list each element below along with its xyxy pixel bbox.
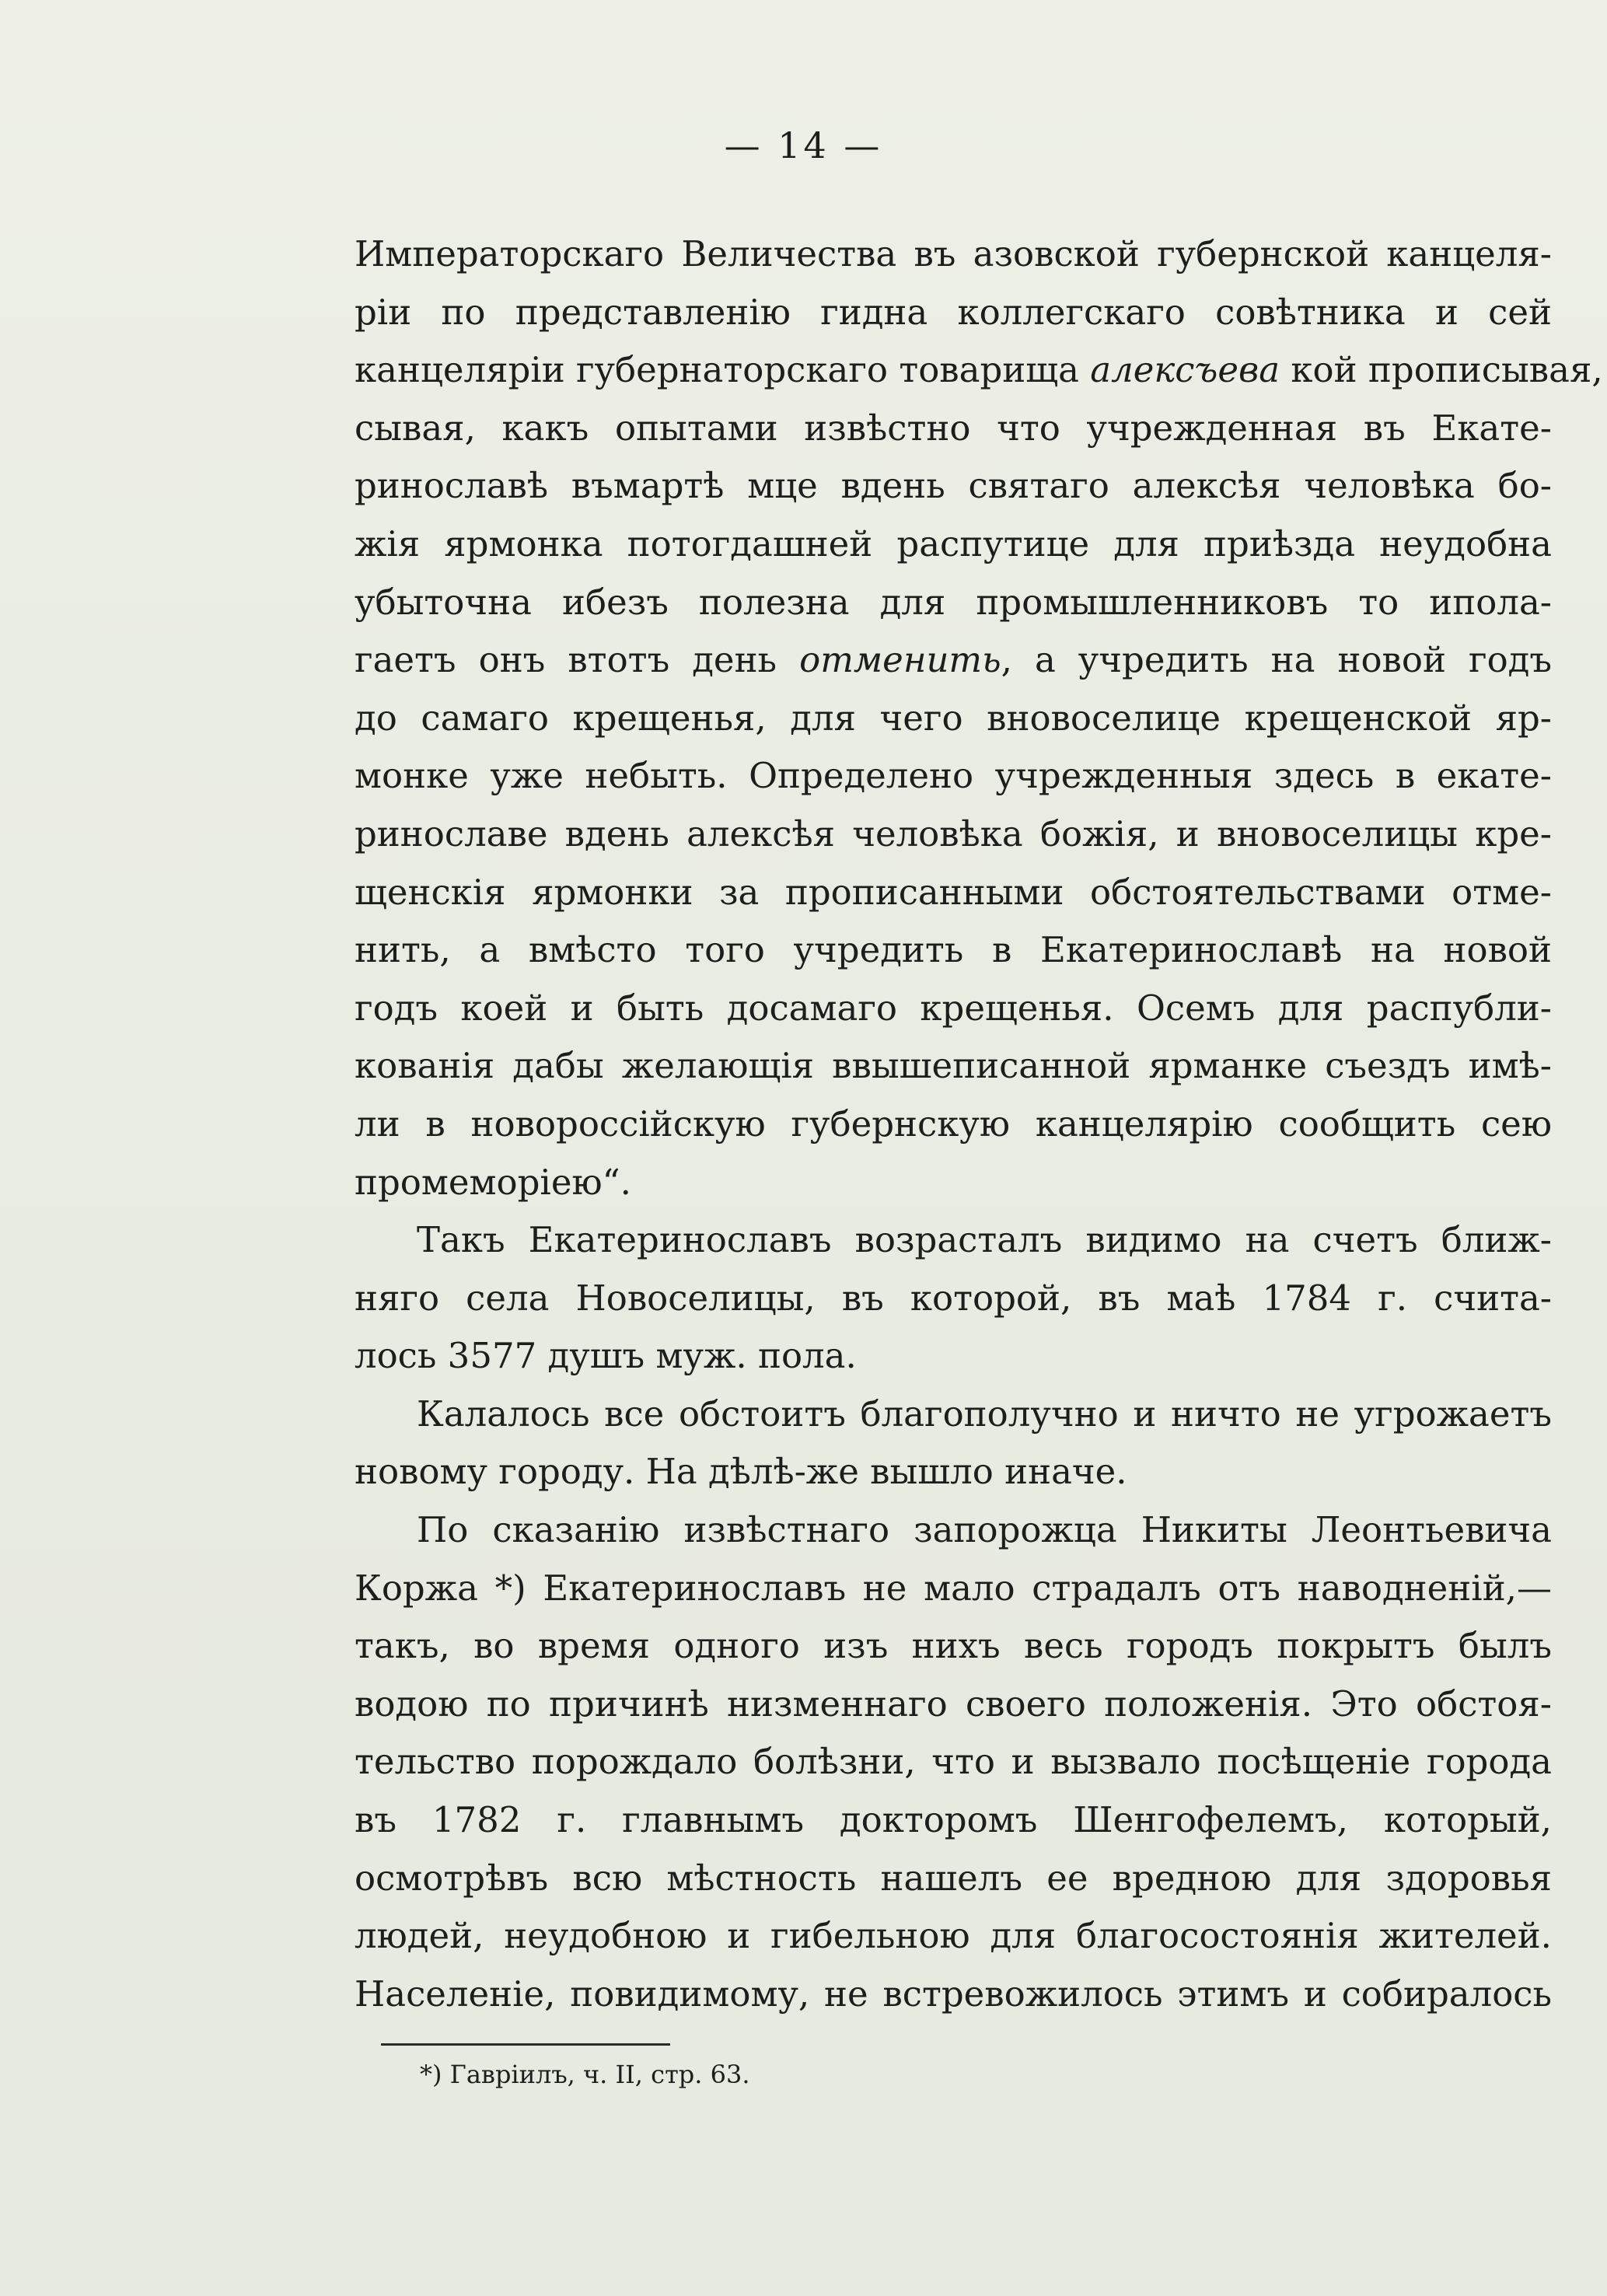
body-text	[355, 225, 1603, 2023]
text-line: ринославе вдень алексѣя человѣка божія, и вновоселицы кре-	[355, 813, 1552, 854]
text-line: ринославѣ въмартѣ мце вдень святаго алексѣя человѣка бо-	[355, 465, 1552, 507]
text-line: Императорскаго Величества въ азовской губернской канцеля-	[355, 233, 1552, 274]
text-line: людей, неудобною и гибельною для благосостоянія жителей.	[355, 1915, 1552, 1957]
text-line: По сказанію извѣстнаго запорожца Никиты Леонтьевича	[417, 1509, 1552, 1551]
text-line	[355, 341, 1603, 400]
footnote: *) Гавріилъ, ч. II, стр. 63.	[420, 2060, 750, 2089]
italic-span: отменить	[799, 639, 1001, 681]
page-number: — 14 —	[724, 124, 883, 166]
text-line: до самаго крещенья, для чего вновоселице крещенской яр-	[355, 697, 1552, 739]
text-line: промеморіею“.	[355, 1161, 631, 1203]
text-line: ріи по представленію гидна коллегскаго совѣтника и сей	[355, 291, 1552, 333]
italic-span: алексъева	[1090, 349, 1280, 391]
text-line: осмотрѣвъ всю мѣстность нашелъ ее вредною для здоровья	[355, 1857, 1552, 1899]
text-line: монке уже небыть. Определено учрежденныя здесь в екате-	[355, 755, 1552, 797]
text-line: такъ, во время одного изъ нихъ весь городъ покрытъ былъ	[355, 1625, 1552, 1667]
text-line: Калалось все обстоитъ благополучно и ничто не угрожаетъ	[417, 1393, 1552, 1435]
text-line: Коржа *) Екатеринославъ не мало страдалъ отъ наводненій,—	[355, 1567, 1552, 1609]
text-line: убыточна ибезъ полезна для промышленниковъ то иполa-	[355, 581, 1552, 623]
text-line: нить, а вмѣсто того учредить в Екатеринославѣ на новой	[355, 929, 1552, 971]
text-line: водою по причинѣ низменнаго своего положенія. Это обстоя-	[355, 1683, 1552, 1725]
text-span: , а учредить на новой годъ	[1001, 639, 1553, 681]
text-line: новому городу. На дѣлѣ-же вышло иначе.	[355, 1451, 1127, 1493]
text-line: кованія дабы желающія ввышеписанной ярманке съездъ имѣ-	[355, 1045, 1552, 1087]
text-line: въ 1782 г. главнымъ докторомъ Шенгофелемъ, который,	[355, 1799, 1552, 1841]
text-span: кой прописывая,	[1280, 349, 1603, 391]
text-line: годъ коей и быть досамаго крещенья. Осемъ для распубли-	[355, 987, 1552, 1029]
text-line: щенскія ярмонки за прописанными обстоятельствами отме-	[355, 871, 1552, 913]
text-line: жія ярмонка потогдашней распутице для приѣзда неудобна	[355, 522, 1552, 564]
text-line: ли в новороссійскую губернскую канцелярію сообщить сею	[355, 1103, 1552, 1145]
text-line: Такъ Екатеринославъ возрасталъ видимо на счетъ ближ-	[417, 1219, 1552, 1261]
footnote-divider	[381, 2043, 670, 2046]
text-line: тельство порождало болѣзни, что и вызвало посѣщеніе города	[355, 1741, 1552, 1783]
text-line: няго села Новоселицы, въ которой, въ маѣ 1784 г. счита-	[355, 1277, 1552, 1319]
text-line: лось 3577 душъ муж. пола.	[355, 1335, 857, 1377]
text-line: Населеніе, повидимому, не встревожилось этимъ и собиралось	[355, 1973, 1552, 2015]
text-span: гаетъ онъ втотъ день	[355, 639, 800, 681]
text-line	[355, 631, 1552, 690]
text-line: сывая, какъ опытами извѣстно что учрежденная въ Екате-	[355, 407, 1552, 449]
text-span: канцеляріи губернаторскаго товарища	[355, 349, 1091, 391]
